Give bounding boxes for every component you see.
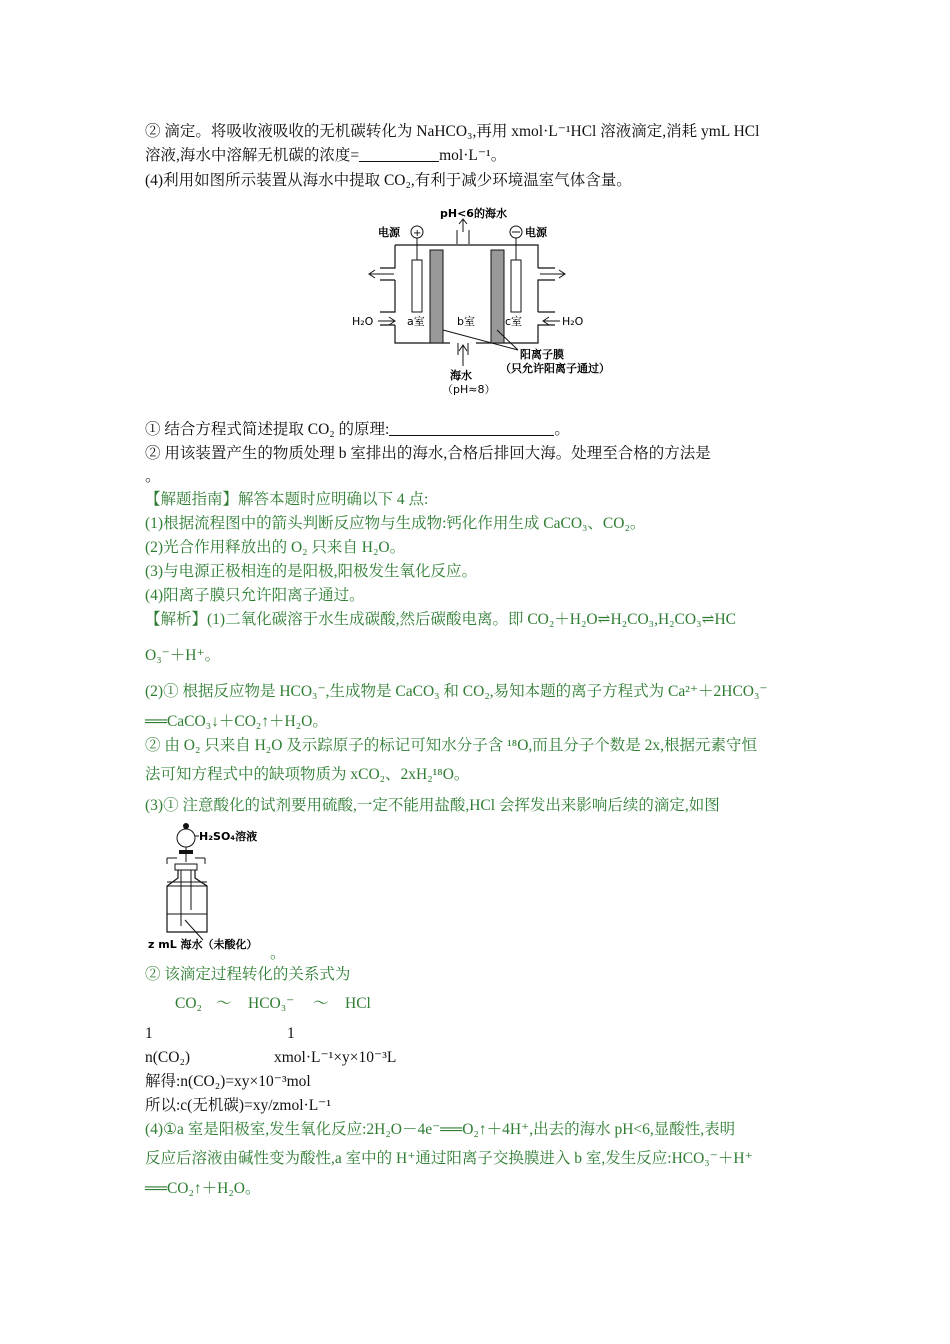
- ratio-1b: 1: [287, 1025, 295, 1042]
- sample-label: z mL 海水（未酸化）: [148, 938, 258, 951]
- solve-line: 解得:n(CO₂)=xy×10⁻³mol: [145, 1073, 311, 1090]
- solution-2a: (2)① 根据反应物是 HCO₃⁻,生成物是 CaCO₃ 和 CO₂,易知本题的离子方程式为 Ca²⁺＋2HCO₃⁻: [145, 683, 768, 700]
- cation-membrane-left: [430, 250, 443, 343]
- solution-3b: ② 该滴定过程转化的关系式为: [145, 966, 351, 983]
- guide-item-4: (4)阳离子膜只允许阳离子通过。: [145, 587, 365, 604]
- relation-tilde-1: ～: [216, 995, 232, 1012]
- room-b-label: b室: [457, 315, 475, 328]
- membrane-note: （只允许阳离子通过）: [500, 362, 610, 375]
- guide-title: 【解题指南】解答本题时应明确以下 4 点:: [145, 491, 429, 508]
- guide-item-3: (3)与电源正极相连的是阳极,阳极发生氧化反应。: [145, 563, 477, 580]
- solution-4c: ══CO₂↑＋H₂O。: [145, 1180, 261, 1197]
- q4-2: ② 用该装置产生的物质处理 b 室排出的海水,合格后排回大海。处理至合格的方法是: [145, 445, 711, 462]
- q2-titration: ② 滴定。将吸收液吸收的无机碳转化为 NaHCO₃,再用 xmol·L⁻¹HCl 溶液滴定,消耗 ymL HCl: [145, 123, 760, 140]
- relation-co2: CO₂: [175, 995, 202, 1012]
- n-co2: n(CO₂): [145, 1049, 191, 1066]
- relation-hcl: HCl: [345, 995, 371, 1012]
- cathode-electrode: [511, 260, 521, 312]
- solution-4b: 反应后溶液由碱性变为酸性,a 室中的 H⁺通过阳离子交换膜进入 b 室,发生反应:HCO₃⁻＋H⁺: [145, 1150, 753, 1167]
- power-label-left: 电源: [378, 226, 400, 239]
- cell-outline: [380, 245, 555, 343]
- answer-blank-q4-1[interactable]: [389, 421, 554, 436]
- separatory-funnel: [177, 829, 195, 847]
- q4-2-end: 。: [145, 468, 161, 485]
- figure-end-dot: 。: [270, 945, 286, 962]
- relation-tilde-2: ～: [313, 995, 329, 1012]
- solution-1b: O₃⁻＋H⁺。: [145, 647, 221, 664]
- seawater-ph: （pH≈8）: [442, 383, 496, 396]
- q2-titration-text: 溶液,海水中溶解无机碳的浓度=: [145, 147, 360, 164]
- figure-top-label: pH<6的海水: [440, 207, 507, 220]
- q4-1-text: ① 结合方程式简述提取 CO₂ 的原理:: [145, 421, 390, 438]
- relation-hco3: HCO₃⁻: [248, 995, 295, 1012]
- answer-blank[interactable]: [359, 147, 439, 162]
- electrolysis-diagram: [350, 200, 630, 400]
- room-a-label: a室: [407, 315, 425, 328]
- anode-electrode: [412, 260, 422, 312]
- membrane-label: 阳离子膜: [520, 348, 564, 361]
- water-inlet-left: H₂O: [352, 315, 374, 328]
- conclusion-line: 所以:c(无机碳)=xy/zmol·L⁻¹: [145, 1097, 332, 1114]
- ratio-1a: 1: [145, 1025, 153, 1042]
- q4-1-line: [145, 419, 810, 441]
- guide-item-2: (2)光合作用释放出的 O₂ 只来自 H₂O。: [145, 539, 406, 556]
- q2-titration-unit: mol·L⁻¹。: [439, 147, 507, 164]
- cation-membrane-right: [491, 250, 504, 343]
- plus-sign: +: [413, 228, 422, 239]
- power-label-right: 电源: [525, 226, 547, 239]
- water-inlet-right: H₂O: [562, 315, 584, 328]
- q4-1-end: 。: [554, 421, 570, 438]
- q4-intro: (4)利用如图所示装置从海水中提取 CO₂,有利于减少环境温室气体含量。: [145, 172, 632, 189]
- acidification-apparatus: [145, 820, 285, 955]
- solution-2c: ② 由 O₂ 只来自 H₂O 及示踪原子的标记可知水分子含 ¹⁸O,而且分子个数是 2x,根据元素守恒: [145, 737, 758, 754]
- stopcock-icon: [179, 850, 193, 854]
- hcl-amount: xmol·L⁻¹×y×10⁻³L: [274, 1049, 397, 1066]
- solution-3a: (3)① 注意酸化的试剂要用硫酸,一定不能用盐酸,HCl 会挥发出来影响后续的滴定,如图: [145, 797, 720, 814]
- solution-2b: ══CaCO₃↓＋CO₂↑＋H₂O。: [145, 713, 328, 730]
- room-c-label: c室: [505, 315, 523, 328]
- seawater-label: 海水: [450, 369, 472, 382]
- reagent-label: H₂SO₄溶液: [199, 830, 258, 843]
- guide-item-1: (1)根据流程图中的箭头判断反应物与生成物:钙化作用生成 CaCO₃、CO₂。: [145, 515, 646, 532]
- solution-4a: (4)①a 室是阳极室,发生氧化反应:2H₂O－4e⁻══O₂↑＋4H⁺,出去的海水 pH<6,显酸性,表明: [145, 1121, 736, 1138]
- solution-1: 【解析】(1)二氧化碳溶于水生成碳酸,然后碳酸电离。即 CO₂＋H₂O⇌H₂CO₃,H₂CO₃⇌HC: [145, 611, 736, 628]
- solution-2d: 法可知方程式中的缺项物质为 xCO₂、2xH₂¹⁸O。: [145, 766, 470, 783]
- q2-titration-line2: [145, 145, 810, 167]
